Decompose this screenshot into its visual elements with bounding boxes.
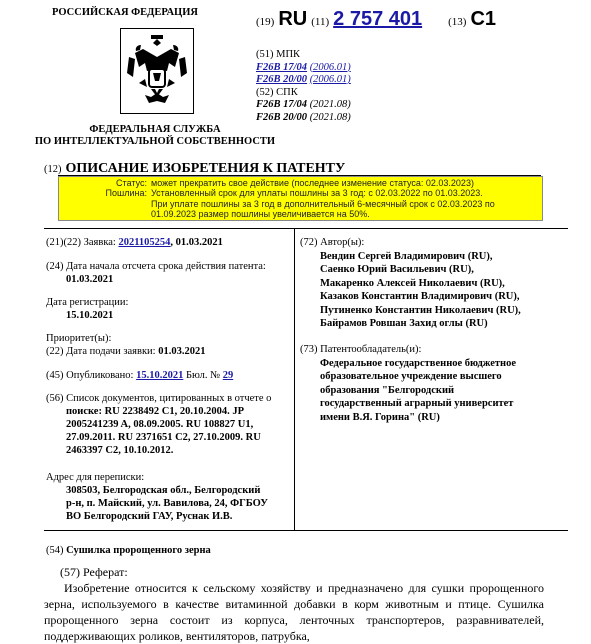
author-name: Путиненко Константин Николаевич (RU), [320, 304, 521, 316]
spk-item: F26B 20/00 (2021.08) [256, 111, 351, 123]
mpk-label: (51) МПК [256, 49, 301, 60]
status-value: может прекратить свое действие (последнее изменение статуса: 02.03.2023) [151, 178, 474, 188]
holder-line: имени В.Я. Горина" (RU) [320, 411, 440, 423]
address-label: Адрес для переписки: [46, 472, 145, 483]
spk-item: F26B 17/04 (2021.08) [256, 99, 351, 110]
bulletin-number-link[interactable]: 29 [222, 370, 234, 381]
abstract-label: (57) Реферат: [60, 565, 128, 579]
registration [46, 296, 290, 322]
term-label: (24) Дата начала отсчета срока действия патента: [46, 261, 266, 272]
patent-number-link[interactable]: 2 757 401 [333, 8, 423, 30]
agency-line-1: ФЕДЕРАЛЬНАЯ СЛУЖБА [89, 124, 221, 135]
priority-date: 01.03.2021 [158, 346, 206, 357]
cited-line: поиске: RU 2238492 C1, 20.10.2004. JP [66, 406, 244, 417]
invention-title: Сушилка пророщенного зерна [66, 545, 211, 556]
application-date: , 01.03.2021 [170, 237, 223, 248]
author-name: Казаков Константин Владимирович (RU), [320, 291, 520, 302]
holder-label: (73) Патентообладатель(и): [300, 344, 422, 355]
spk-label: (52) СПК [256, 86, 298, 98]
authors-block [300, 236, 562, 331]
publication-row [46, 369, 290, 382]
code-11: (11) [311, 16, 330, 28]
cited-line: 2005241239 A, 08.09.2005. RU 108827 U1, [66, 419, 254, 430]
authors-label: (72) Автор(ы): [300, 237, 365, 248]
holder-line: Федеральное государственное бюджетное [320, 357, 517, 369]
correspondence-address [46, 471, 290, 523]
patent-holder-block [300, 343, 562, 424]
code-54: (54) [46, 545, 67, 556]
term-date: 01.03.2021 [66, 274, 114, 285]
address-line: р-н, п. Майский, ул. Вавилова, 24, ФГБОУ [66, 498, 268, 509]
code-13: (13) [448, 16, 467, 28]
abstract-text: Изобретение относится к сельскому хозяйству и предназначено для сушки пророщенного зерна, используемого в качестве витаминной добавки в корм животным и птице. Сушилка пророщенного зерна состоит из корпуса, ленточных транспортеров, разравнивателей, поддерживающих роликов, вентиляторов, патрубка, [44, 581, 544, 643]
holder-line: образования "Белгородский [320, 384, 455, 396]
application-row [46, 236, 290, 249]
classification-block [256, 49, 351, 124]
code-12: (12) [44, 164, 62, 175]
invention-title-row [46, 545, 211, 556]
author-name: Вендин Сергей Владимирович (RU), [320, 250, 493, 262]
section-divider-bottom [44, 530, 568, 531]
priority-row [46, 345, 290, 358]
author-name: Макаренко Алексей Николаевич (RU), [320, 277, 505, 289]
cited-documents [46, 392, 290, 457]
publication-date-link[interactable]: 15.10.2021 [136, 370, 184, 381]
address-line: ВО Белгородский ГАУ, Руснак И.В. [66, 511, 233, 522]
priority [46, 332, 290, 358]
abstract [44, 564, 544, 644]
holder-line: образовательное учреждение высшего [320, 371, 502, 382]
application-label: (21)(22) Заявка: [46, 237, 116, 248]
patent-number-row [256, 8, 496, 36]
cited-line: (56) Список документов, цитированных в отчете о [46, 393, 272, 404]
cited-line: 2463397 C2, 10.10.2012. [66, 445, 174, 456]
bulletin-label: Бюл. № [183, 370, 223, 381]
column-divider [294, 228, 295, 530]
agency-name [30, 124, 280, 148]
publication-label: (45) Опубликовано: [46, 370, 137, 381]
fee-label: Пошлина: [105, 188, 147, 198]
priority-label: Приоритет(ы): [46, 333, 112, 344]
document-title: ОПИСАНИЕ ИЗОБРЕТЕНИЯ К ПАТЕНТУ [65, 161, 346, 176]
mpk-item[interactable]: F26B 20/00 (2006.01) [256, 74, 351, 85]
status-label: Статус: [116, 178, 147, 188]
fee-line-2: При уплате пошлины за 3 год в дополнительный 6-месячный срок с 02.03.2023 по [151, 199, 495, 209]
fee-line-3: 01.09.2023 размер пошлины увеличивается на 50%. [151, 209, 370, 219]
country-name: РОССИЙСКАЯ ФЕДЕРАЦИЯ [52, 7, 198, 18]
section-divider-top [44, 228, 568, 229]
cited-line: 27.09.2011. RU 2371651 C2, 27.10.2009. RU [66, 432, 261, 443]
kind-code: C1 [470, 8, 497, 30]
code-19: (19) [256, 16, 275, 28]
agency-line-2: ПО ИНТЕЛЛЕКТУАЛЬНОЙ СОБСТВЕННОСТИ [34, 136, 276, 147]
mpk-item[interactable]: F26B 17/04 (2006.01) [256, 61, 351, 73]
term-start [46, 260, 290, 286]
coat-of-arms-emblem [120, 28, 194, 114]
registration-label: Дата регистрации: [46, 297, 129, 308]
application-number-link[interactable]: 2021105254 [118, 237, 171, 248]
author-name: Саенко Юрий Васильевич (RU), [320, 264, 474, 275]
holder-line: государственный аграрный университет [320, 398, 514, 409]
address-line: 308503, Белгородская обл., Белгородский [66, 485, 261, 496]
registration-date: 15.10.2021 [66, 310, 114, 321]
author-name: Байрамов Ровшан Захид оглы (RU) [320, 318, 488, 329]
country-code: RU [278, 8, 308, 30]
priority-line: (22) Дата подачи заявки: [46, 346, 159, 357]
fee-line-1: Установленный срок для уплаты пошлины за 3 год: с 02.03.2022 по 01.03.2023. [151, 188, 483, 198]
status-box [58, 176, 543, 221]
